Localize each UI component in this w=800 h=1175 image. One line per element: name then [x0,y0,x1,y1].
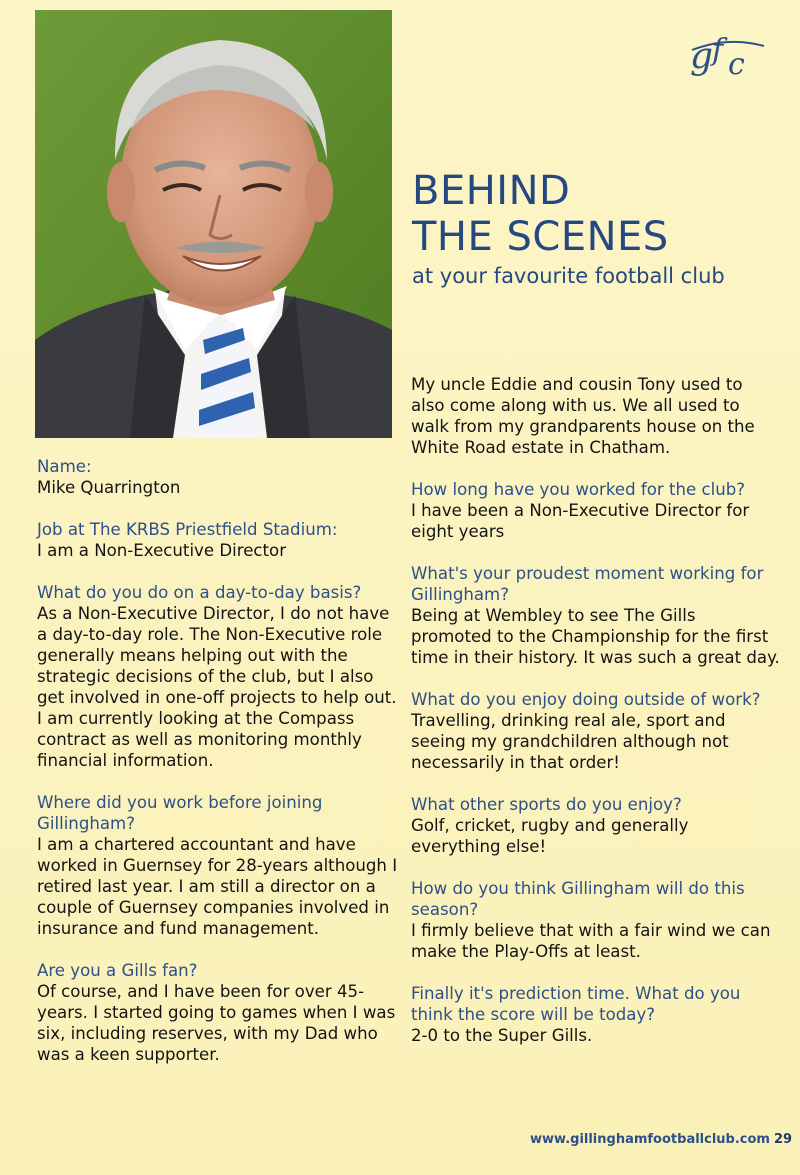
answer: Being at Wembley to see The Gills promoted to the Championship for the first time in their history. It was such a great day. [411,606,780,667]
question: How long have you worked for the club? [411,480,746,499]
question: What's your proudest moment working for Gillingham? [411,564,764,604]
right-column [411,374,781,1046]
answer: Mike Quarrington [37,478,181,497]
question: What do you do on a day-to-day basis? [37,583,362,602]
question: Name: [37,457,92,476]
portrait-photo [35,10,392,438]
qa-name [37,456,402,498]
question: Finally it's prediction time. What do you think the score will be today? [411,984,741,1024]
question: Job at The KRBS Priestfield Stadium: [37,520,338,539]
answer: As a Non-Executive Director, I do not have a day-to-day role. The Non-Executive role generally means helping out with the strategic decisions of the club, but I also get involved in one-off projects to help out. I am currently looking at the Compass contract as well as monitoring monthly financial information. [37,604,397,770]
qa-fan [37,960,402,1065]
answer: Golf, cricket, rugby and generally everything else! [411,816,689,856]
answer: 2-0 to the Super Gills. [411,1026,593,1045]
qa-intro [411,374,781,458]
qa-sports [411,794,781,857]
left-column [37,456,402,1065]
qa-howlong [411,479,781,542]
qa-job [37,519,402,561]
answer: My uncle Eddie and cousin Tony used to also come along with us. We all used to walk from my grandparents house on the White Road estate in Chatham. [411,375,755,457]
page-title [412,168,669,260]
qa-predict [411,983,781,1046]
footer-url-link[interactable]: www.gillinghamfootballclub.com [530,1132,770,1147]
qa-enjoy [411,689,781,773]
question: Where did you work before joining Gillingham? [37,793,323,833]
svg-text:c: c [728,47,745,80]
page-footer [530,1132,792,1147]
question: How do you think Gillingham will do this season? [411,879,745,919]
answer: Of course, and I have been for over 45-years. I started going to games when I was six, including reserves, with my Dad who was a keen supporter. [37,982,396,1064]
question: Are you a Gills fan? [37,961,198,980]
title-line-1: BEHIND [412,168,571,214]
answer: Travelling, drinking real ale, sport and seeing my grandchildren although not necessarily in that order! [411,711,729,772]
page-subtitle: at your favourite football club [412,264,725,288]
qa-proud [411,563,781,668]
gfc-monogram-icon [688,30,768,80]
answer: I have been a Non-Executive Director for eight years [411,501,750,541]
svg-text:f: f [712,33,724,68]
question: What do you enjoy doing outside of work? [411,690,761,709]
qa-season [411,878,781,962]
qa-daily [37,582,402,771]
question: What other sports do you enjoy? [411,795,682,814]
page-number: 29 [773,1132,793,1147]
answer: I firmly believe that with a fair wind we can make the Play-Offs at least. [411,921,771,961]
answer: I am a chartered accountant and have worked in Guernsey for 28-years although I retired last year. I am still a director on a couple of Guernsey companies involved in insurance and fund management. [37,835,398,938]
answer: I am a Non-Executive Director [37,541,287,560]
title-line-2: THE SCENES [412,214,669,260]
qa-before [37,792,402,939]
svg-text:g: g [690,36,714,77]
